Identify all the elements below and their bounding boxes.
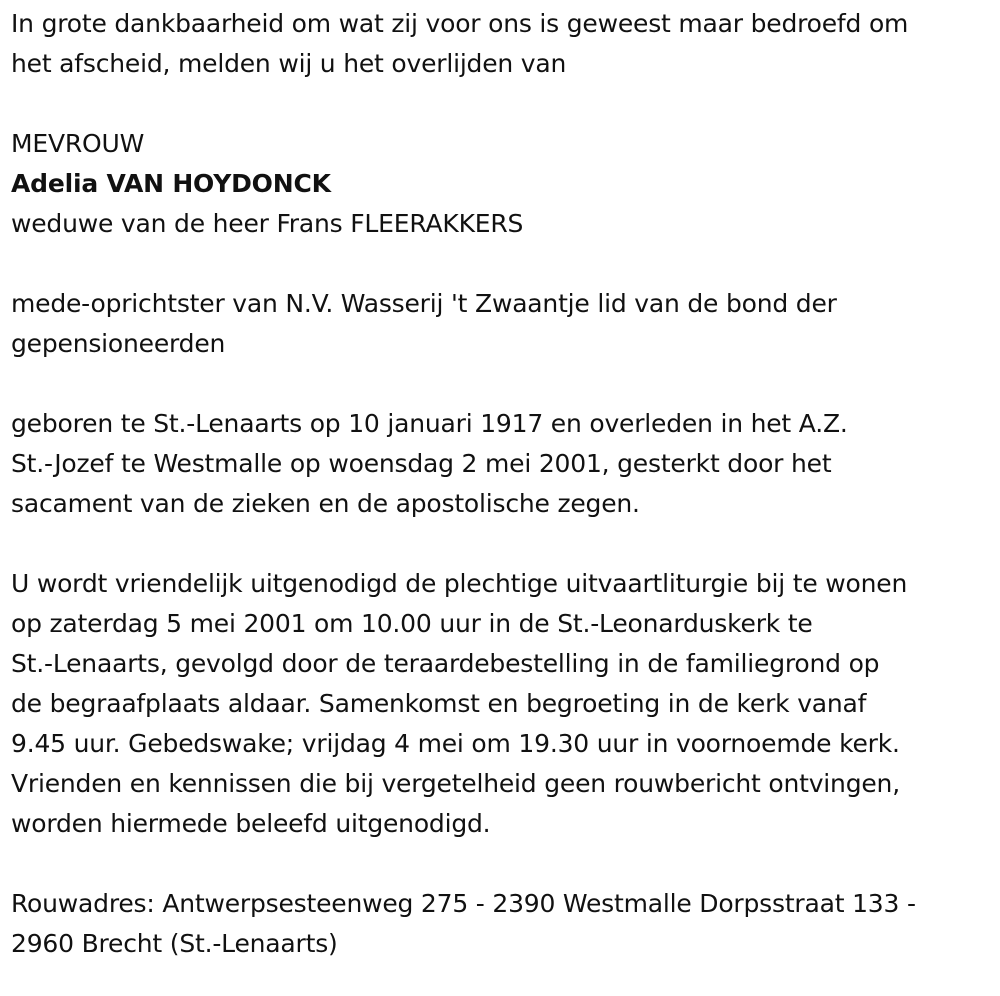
intro-paragraph — [11, 4, 996, 84]
intro-line-1: In grote dankbaarheid om wat zij voor ons is geweest maar bedroefd om — [11, 9, 909, 38]
funeral-line-6: Vrienden en kennissen die bij vergetelheid geen rouwbericht ontvingen, — [11, 769, 900, 798]
funeral-line-1: U wordt vriendelijk uitgenodigd de plechtige uitvaartliturgie bij te wonen — [11, 569, 908, 598]
paragraph-gap — [11, 524, 996, 564]
address-paragraph — [11, 884, 996, 964]
deceased-title: MEVROUW — [11, 129, 145, 158]
funeral-line-7: worden hiermede beleefd uitgenodigd. — [11, 809, 491, 838]
funeral-line-3: St.-Lenaarts, gevolgd door de teraardebestelling in de familiegrond op — [11, 649, 880, 678]
funeral-line-2: op zaterdag 5 mei 2001 om 10.00 uur in de St.-Leonarduskerk te — [11, 609, 813, 638]
paragraph-gap — [11, 364, 996, 404]
life-paragraph — [11, 404, 996, 524]
deceased-widow-of: weduwe van de heer Frans FLEERAKKERS — [11, 209, 524, 238]
address-line-2: 2960 Brecht (St.-Lenaarts) — [11, 929, 338, 958]
life-line-2: St.-Jozef te Westmalle op woensdag 2 mei 2001, gesterkt door het — [11, 449, 832, 478]
address-line-1: Rouwadres: Antwerpsesteenweg 275 - 2390 Westmalle Dorpsstraat 133 - — [11, 889, 916, 918]
paragraph-gap — [11, 84, 996, 124]
roles-paragraph — [11, 284, 996, 364]
paragraph-gap — [11, 244, 996, 284]
obituary-document — [11, 4, 996, 964]
life-line-3: sacament van de zieken en de apostolische zegen. — [11, 489, 640, 518]
roles-line-2: gepensioneerden — [11, 329, 226, 358]
deceased-block — [11, 124, 996, 244]
life-line-1: geboren te St.-Lenaarts op 10 januari 1917 en overleden in het A.Z. — [11, 409, 848, 438]
intro-line-2: het afscheid, melden wij u het overlijden van — [11, 49, 567, 78]
funeral-line-5: 9.45 uur. Gebedswake; vrijdag 4 mei om 19.30 uur in voornoemde kerk. — [11, 729, 900, 758]
deceased-name: Adelia VAN HOYDONCK — [11, 169, 331, 198]
funeral-paragraph — [11, 564, 996, 844]
paragraph-gap — [11, 844, 996, 884]
roles-line-1: mede-oprichtster van N.V. Wasserij 't Zwaantje lid van de bond der — [11, 289, 837, 318]
funeral-line-4: de begraafplaats aldaar. Samenkomst en begroeting in de kerk vanaf — [11, 689, 867, 718]
